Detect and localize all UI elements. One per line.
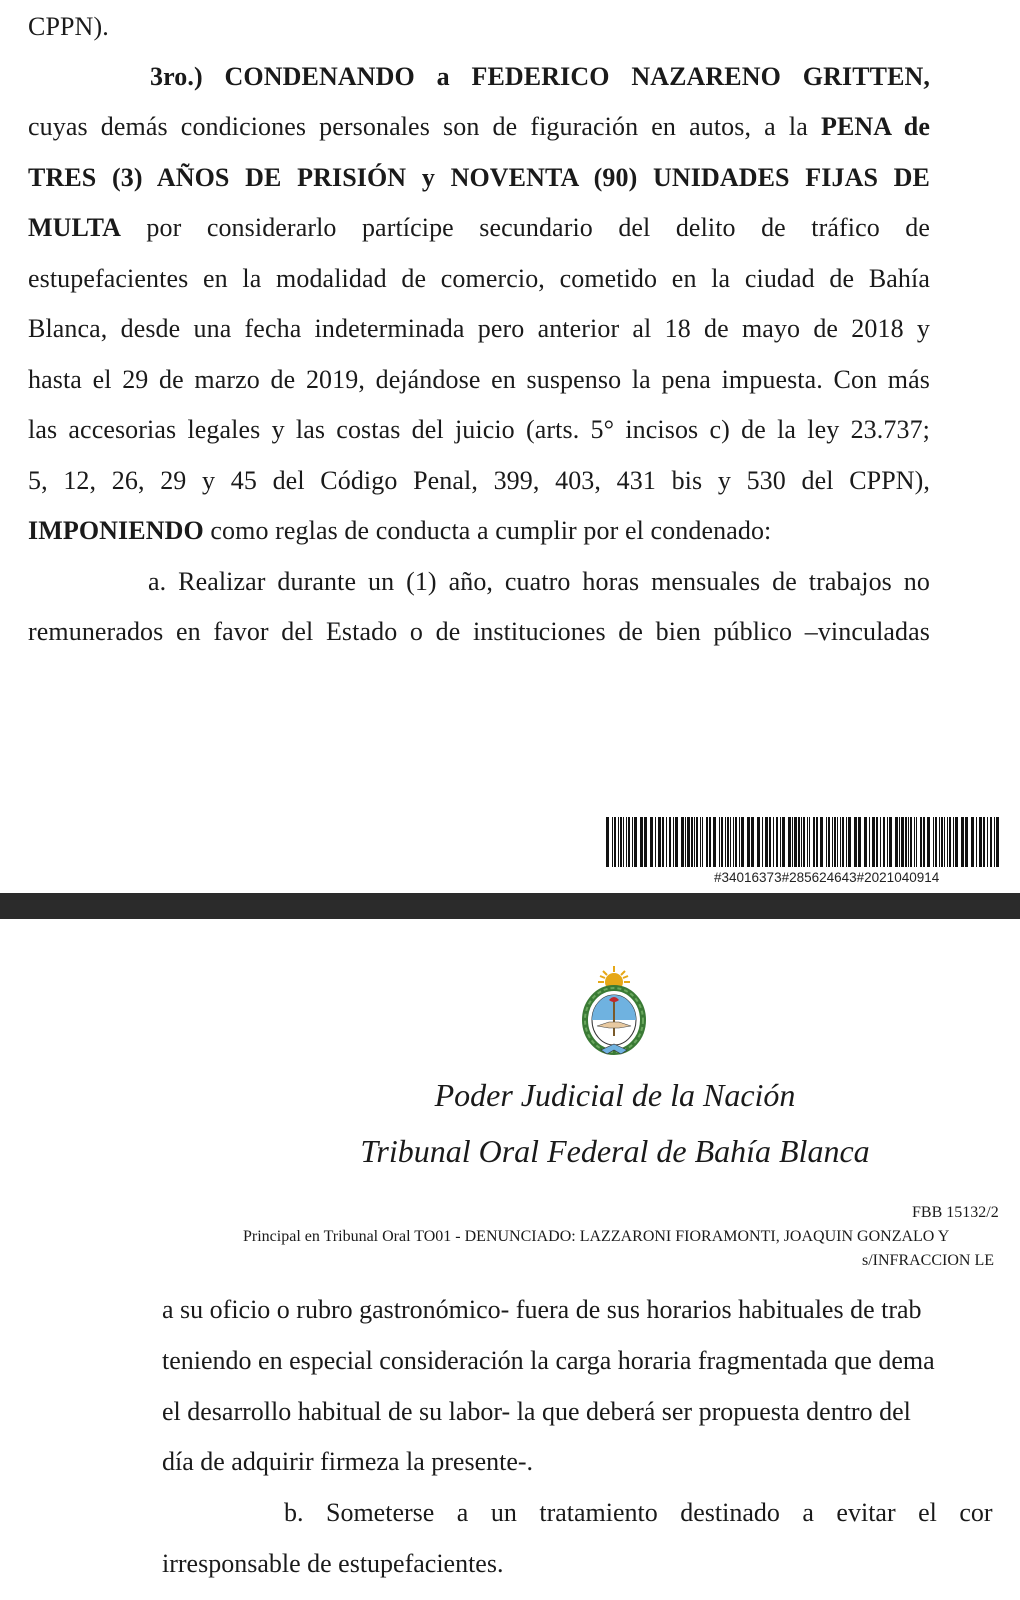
page-divider (0, 893, 1020, 919)
item-a: a. Realizar durante un (1) año, cuatro horas mensuales de trabajos no (148, 567, 930, 596)
item-b: b. Someterse a un tratamiento destinado a evitar el cor (284, 1498, 993, 1527)
document-page-lower (0, 919, 1020, 1600)
text-line: a su oficio o rubro gastronómico- fuera de sus horarios habituales de trab (162, 1295, 922, 1324)
institution-title: Poder Judicial de la Nación (434, 1077, 796, 1113)
text-line: día de adquirir firmeza la presente-. (162, 1447, 534, 1476)
text-span: como reglas de conducta a cumplir por el condenado: (203, 516, 772, 545)
barcode (604, 817, 1000, 867)
case-parties: Principal en Tribunal Oral TO01 - DENUNCIADO: LAZZARONI FIORAMONTI, JOAQUIN GONZALO Y (243, 1228, 950, 1245)
bold-span: PENA de (820, 112, 931, 141)
coat-of-arms-icon (581, 964, 647, 1060)
bold-span: IMPONIENDO (28, 516, 204, 545)
text-line: el desarrollo habitual de su labor- la que deberá ser propuesta dentro del (162, 1397, 911, 1426)
resolution-heading (150, 62, 930, 92)
barcode-number: #34016373#285624643#2021040914 (714, 870, 940, 885)
bold-span: MULTA (28, 213, 121, 242)
text-line: irresponsable de estupefacientes. (162, 1549, 504, 1578)
text-line (28, 163, 930, 193)
text-span: cuyas demás condiciones personales son de figuración en autos, a la (28, 112, 821, 141)
text-line: CPPN). (28, 12, 109, 41)
text-line (28, 112, 930, 142)
text-line: estupefacientes en la modalidad de comercio, cometido en la ciudad de Bahía (28, 264, 930, 293)
text-line: hasta el 29 de marzo de 2019, dejándose en suspenso la pena impuesta. Con más (28, 365, 930, 394)
resolution-heading-text: 3ro.) CONDENANDO a FEDERICO NAZARENO GRITTEN, (150, 62, 930, 91)
text-line (28, 516, 930, 546)
case-subject: s/INFRACCION LE (862, 1252, 995, 1269)
text-line: remunerados en favor del Estado o de instituciones de bien público –vinculadas (28, 617, 930, 646)
text-line: Blanca, desde una fecha indeterminada pero anterior al 18 de mayo de 2018 y (28, 314, 930, 343)
court-title: Tribunal Oral Federal de Bahía Blanca (360, 1133, 870, 1169)
text-span: por considerarlo partícipe secundario del delito de tráfico de (120, 213, 930, 242)
bold-span: TRES (3) AÑOS DE PRISIÓN y NOVENTA (90) UNIDADES FIJAS DE (28, 163, 930, 192)
text-line (28, 213, 930, 243)
text-line: teniendo en especial consideración la carga horaria fragmentada que dema (162, 1346, 935, 1375)
text-line: las accesorias legales y las costas del juicio (arts. 5° incisos c) de la ley 23.737; (28, 415, 930, 444)
text-line: 5, 12, 26, 29 y 45 del Código Penal, 399, 403, 431 bis y 530 del CPPN), (28, 466, 930, 495)
case-number: FBB 15132/2 (912, 1204, 999, 1221)
